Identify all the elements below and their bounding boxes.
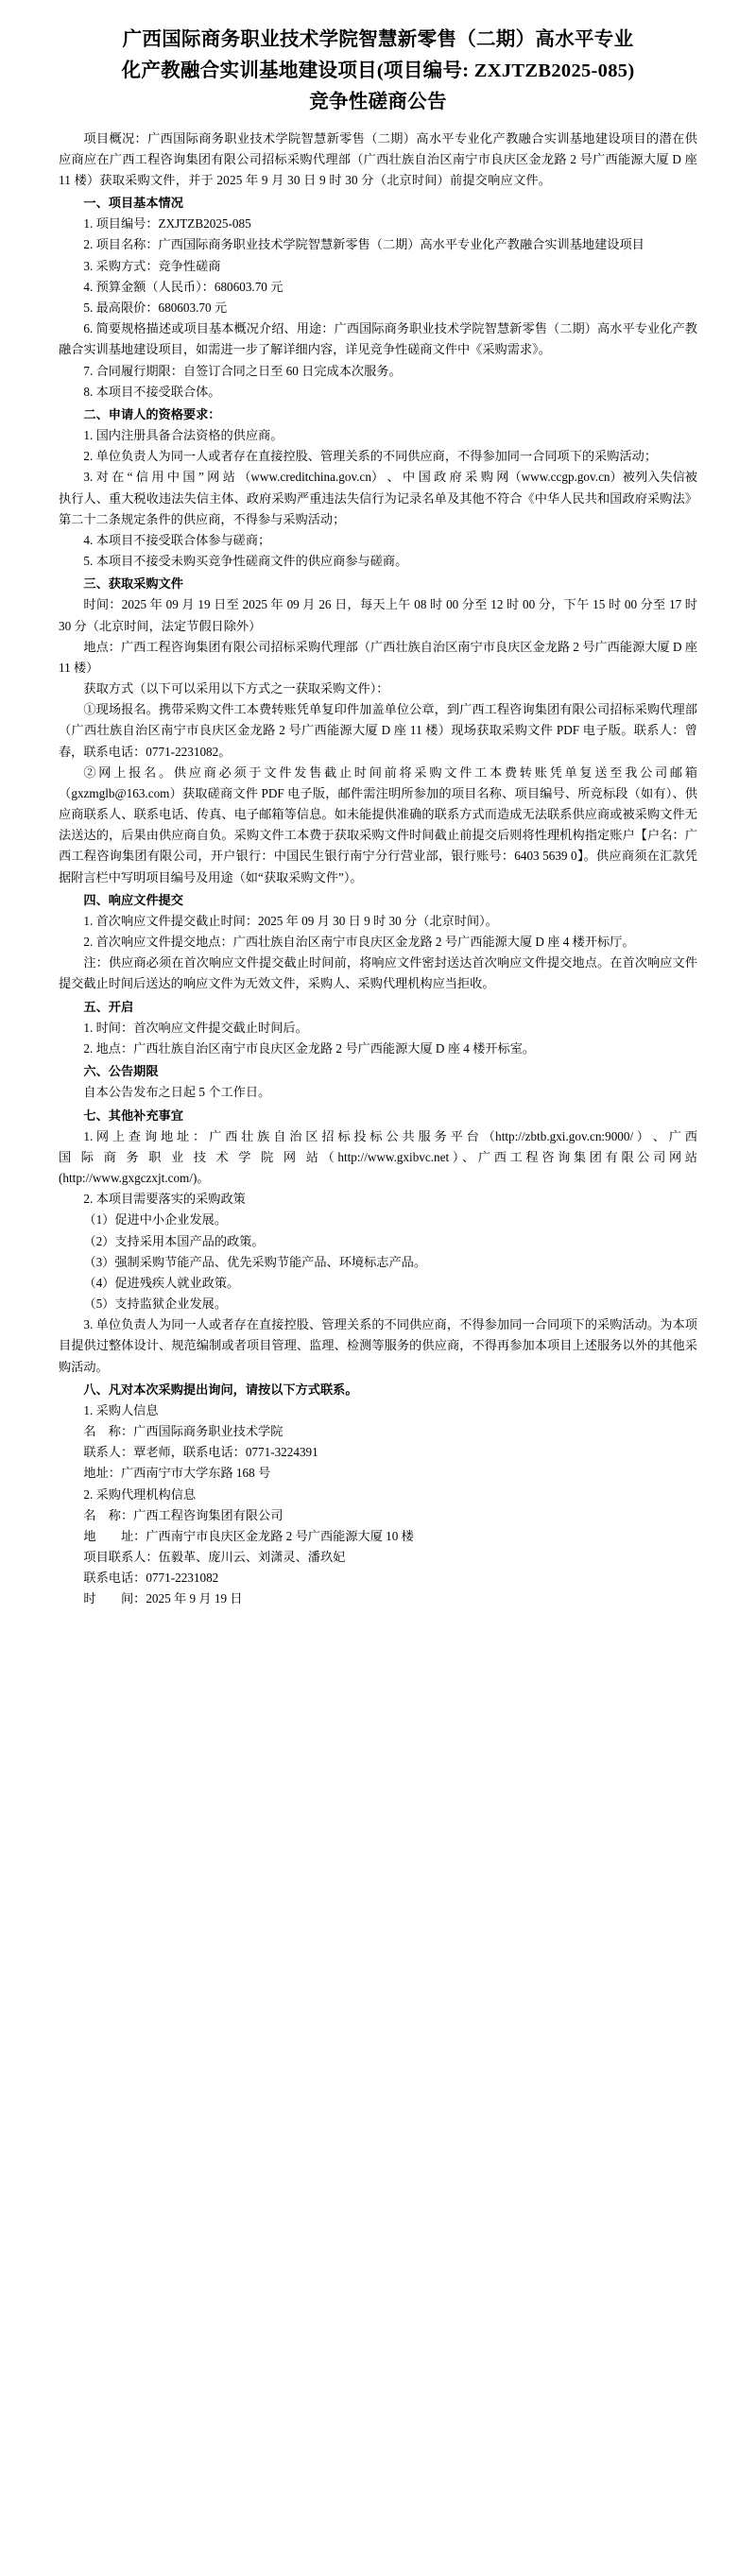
section-heading-1: 一、项目基本情况	[83, 196, 183, 211]
section-heading-4: 四、响应文件提交	[83, 892, 183, 907]
section-2-item-1: 1. 国内注册具备合法资格的供应商。	[83, 428, 284, 443]
section-heading-8: 八、凡对本次采购提出询问，请按以下方式联系。	[83, 1382, 358, 1397]
section-3-item-1: 时间：2025 年 09 月 19 日至 2025 年 09 月 26 日，每天上午 08 时 00 分至 12 时 00 分，下午 15 时 00 分至 17 时 30 分（北京时间，法定节假日除外）	[59, 597, 697, 633]
purchaser-name: 名 称：广西国际商务职业技术学院	[83, 1424, 284, 1439]
section-1-item-3: 3. 采购方式：竞争性磋商	[83, 258, 221, 273]
section-3-item-2: 地点：广西工程咨询集团有限公司招标采购代理部（广西壮族自治区南宁市良庆区金龙路 2 号广西能源大厦 D 座 11 楼）	[59, 639, 697, 675]
section-3-item-4: ①现场报名。携带采购文件工本费转账凭单复印件加盖单位公章，到广西工程咨询集团有限公司招标采购代理部（广西壮族自治区南宁市良庆区金龙路 2 号广西能源大厦 D 座 11 楼）现场获取采购文件 PDF 电子版。联系人：曾春，联系电话：0771-2231082。	[59, 702, 697, 759]
section-heading-6: 六、公告期限	[83, 1064, 159, 1079]
section-heading-2: 二、申请人的资格要求：	[83, 406, 221, 421]
section-3-item-3: 获取方式（以下可以采用以下方式之一获取采购文件）：	[83, 681, 389, 696]
section-7-item-1: 1. 网 上 查 询 地 址 ： 广 西 壮 族 自 治 区 招 标 投 标 公 共 服 务 平 台 （http://zbtb.gxi.gov.cn:9000/ ） 、 广 西 国 际 商 务 职 业 技 术 学 院 网 站（http://www.gxibvc.net）、广西工程咨询集团有限公司网站(http://www.gxgczxjt.com/)。	[59, 1128, 697, 1186]
section-heading-5: 五、开启	[83, 999, 134, 1014]
section-7-item-8: 3. 单位负责人为同一人或者存在直接控股、管理关系的不同供应商，不得参加同一合同项下的采购活动。为本项目提供过整体设计、规范编制或者项目管理、监理、检测等服务的供应商，不得再参加本项目上述服务以外的其他采购活动。	[59, 1317, 697, 1374]
section-5-item-2: 2. 地点：广西壮族自治区南宁市良庆区金龙路 2 号广西能源大厦 D 座 4 楼开标室。	[83, 1041, 536, 1056]
section-2-item-5: 5. 本项目不接受未购买竞争性磋商文件的供应商参与磋商。	[83, 554, 408, 569]
page-title	[59, 25, 697, 119]
section-1-item-7: 7. 合同履行期限：自签订合同之日至 60 日完成本次服务。	[83, 363, 402, 378]
section-4-item-3: 注：供应商必须在首次响应文件提交截止时间前，将响应文件密封送达首次响应文件提交地点。在首次响应文件提交截止时间后送达的响应文件为无效文件，采购人、采购代理机构应当拒收。	[59, 955, 697, 991]
purchaser-contact: 联系人：覃老师，联系电话：0771-3224391	[83, 1445, 318, 1460]
section-4-item-2: 2. 首次响应文件提交地点：广西壮族自治区南宁市良庆区金龙路 2 号广西能源大厦 D 座 4 楼开标厅。	[83, 935, 635, 950]
section-1-item-8: 8. 本项目不接受联合体。	[83, 384, 221, 399]
section-1-item-2: 2. 项目名称：广西国际商务职业技术学院智慧新零售（二期）高水平专业化产教融合实训基地建设项目	[83, 237, 644, 252]
section-7-item-4: （2）支持采用本国产品的政策。	[83, 1233, 265, 1248]
publish-date: 时 间：2025 年 9 月 19 日	[83, 1591, 243, 1606]
page-title-line-2: 化产教融合实训基地建设项目(项目编号: ZXJTZB2025-085)	[121, 60, 635, 82]
section-5-item-1: 1. 时间：首次响应文件提交截止时间后。	[83, 1020, 308, 1035]
project-overview	[59, 129, 697, 192]
agency-address: 地 址：广西南宁市良庆区金龙路 2 号广西能源大厦 10 楼	[83, 1528, 414, 1543]
section-6-item-1: 自本公告发布之日起 5 个工作日。	[83, 1085, 271, 1100]
agency-info-heading: 2. 采购代理机构信息	[83, 1486, 197, 1502]
project-overview-text: 项目概况：广西国际商务职业技术学院智慧新零售（二期）高水平专业化产教融合实训基地建设项目的潜在供应商应在广西工程咨询集团有限公司招标采购代理部（广西壮族自治区南宁市良庆区金龙路 2 号广西能源大厦 D 座 11 楼）获取采购文件，并于 2025 年 9 月 30 日 9 时 30 分（北京时间）前提交响应文件。	[59, 130, 697, 187]
section-1-item-5: 5. 最高限价：680603.70 元	[83, 300, 228, 315]
section-7-item-2: 2. 本项目需要落实的采购政策	[83, 1192, 246, 1207]
section-7-item-5: （3）强制采购节能产品、优先采购节能产品、环境标志产品。	[83, 1254, 427, 1269]
section-3-item-5: ②网上报名。供应商必须于文件发售截止时间前将采购文件工本费转账凭单复送至我公司邮箱（gxzmglb@163.com）获取磋商文件 PDF 电子版，邮件需注明所参加的项目名称、项目编号、所竞标段（如有）、供应商联系人、联系电话、传真、电子邮箱等信息。如未能提供准确的联系方式而造成无法联系供应商或被采购文件无法送达的，后果由供应商自负。采购文件工本费于获取采购文件时间截止前提交后则将性理机构指定账户【户名：广西工程咨询集团有限公司，开户银行：中国民生银行南宁分行营业部，银行账号：6403 5639 0】。供应商须在汇款凭据附言栏中写明项目编号及用途（如“获取采购文件”）。	[59, 764, 697, 884]
purchaser-address: 地址：广西南宁市大学东路 168 号	[83, 1466, 271, 1481]
section-1-item-6: 6. 简要规格描述或项目基本概况介绍、用途：广西国际商务职业技术学院智慧新零售（二期）高水平专业化产教融合实训基地建设项目，如需进一步了解详细内容，详见竞争性磋商文件中《采购需求》。	[59, 321, 697, 357]
section-7-item-3: （1）促进中小企业发展。	[83, 1212, 228, 1228]
section-2-item-4: 4. 本项目不接受联合体参与磋商；	[83, 532, 271, 547]
section-4-item-1: 1. 首次响应文件提交截止时间：2025 年 09 月 30 日 9 时 30 分（北京时间）。	[83, 913, 498, 928]
section-1-item-4: 4. 预算金额（人民币）：680603.70 元	[83, 279, 284, 294]
agency-phone: 联系电话：0771-2231082	[83, 1571, 219, 1586]
purchaser-info-heading: 1. 采购人信息	[83, 1402, 159, 1417]
agency-project-contacts: 项目联系人：伍毅革、庞川云、刘潇灵、潘玖妃	[83, 1550, 346, 1565]
section-heading-7: 七、其他补充事宜	[83, 1108, 183, 1123]
section-1-item-1: 1. 项目编号：ZXJTZB2025-085	[83, 216, 251, 232]
page-title-line-3: 竞争性磋商公告	[309, 92, 447, 113]
section-heading-3: 三、获取采购文件	[83, 576, 183, 592]
section-2-item-3: 3. 对 在 “ 信 用 中 国 ” 网 站 （www.creditchina.gov.cn） 、 中 国 政 府 采 购 网（www.ccgp.gov.cn）被列入失信被执行人、重大税收违法失信主体、政府采购严重违法失信行为记录名单及其他不符合《中华人民共和国政府采购法》第二十二条规定条件的供应商，不得参与采购活动；	[59, 470, 697, 526]
agency-name: 名 称：广西工程咨询集团有限公司	[83, 1507, 284, 1522]
section-7-item-6: （4）促进残疾人就业政策。	[83, 1275, 240, 1290]
section-2-item-2: 2. 单位负责人为同一人或者存在直接控股、管理关系的不同供应商，不得参加同一合同项下的采购活动；	[83, 449, 658, 464]
document-body	[59, 129, 697, 1610]
page-title-line-1: 广西国际商务职业技术学院智慧新零售（二期）高水平专业	[122, 29, 634, 50]
section-7-item-7: （5）支持监狱企业发展。	[83, 1297, 228, 1312]
